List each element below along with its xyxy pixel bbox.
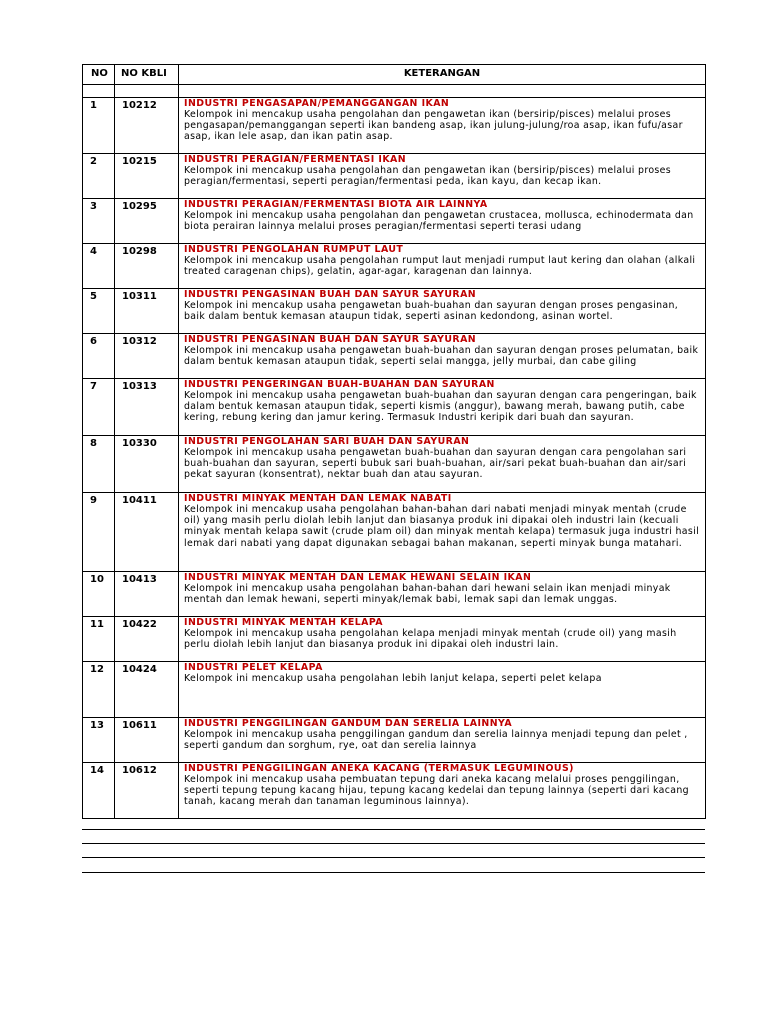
- table-row: [83, 763, 706, 819]
- row-keterangan: [179, 199, 706, 244]
- row-description: Kelompok ini mencakup usaha pengolahan kelapa menjadi minyak mentah (crude oil) yang masih perlu diolah lebih lanjut dan biasanya produk ini dipakai oleh industri lain.: [184, 628, 677, 651]
- row-description: Kelompok ini mencakup usaha pengolahan lebih lanjut kelapa, seperti pelet kelapa: [184, 673, 602, 684]
- row-title: INDUSTRI PENGOLAHAN SARI BUAH DAN SAYURAN: [184, 436, 470, 447]
- row-kbli-code: 10312: [115, 334, 179, 379]
- row-title: INDUSTRI PENGGILINGAN ANEKA KACANG (TERMASUK LEGUMINOUS): [184, 763, 574, 774]
- row-description: Kelompok ini mencakup usaha pengawetan buah-buahan dan sayuran dengan cara pengolahan sari buah-buahan dan sayuran, seperti bubuk sari buah-buahan, air/sari pekat buah-buahan dan air/sari pekat sayuran (konsentrat), nektar buah dan atau sayuran.: [184, 447, 687, 481]
- row-keterangan: [179, 436, 706, 493]
- blank-line: [82, 843, 705, 844]
- row-number: 11: [83, 617, 115, 662]
- row-description: Kelompok ini mencakup usaha pengawetan buah-buahan dan sayuran dengan proses pelumatan, baik dalam bentuk kemasan ataupun tidak, seperti selai mangga, jelly murbai, dan cabe giling: [184, 345, 699, 368]
- blank-line: [82, 857, 705, 858]
- blank-line: [82, 872, 705, 873]
- row-number: 8: [83, 436, 115, 493]
- row-number: 12: [83, 662, 115, 718]
- table-row: [83, 662, 706, 718]
- row-title: INDUSTRI MINYAK MENTAH DAN LEMAK NABATI: [184, 493, 452, 504]
- header-no: NO: [83, 65, 115, 85]
- table-row: [83, 289, 706, 334]
- row-keterangan: [179, 617, 706, 662]
- table-row: [83, 199, 706, 244]
- row-number: 2: [83, 154, 115, 199]
- table-row: [83, 379, 706, 436]
- row-description: Kelompok ini mencakup usaha pengawetan buah-buahan dan sayuran dengan proses pengasinan, baik dalam bentuk kemasan ataupun tidak, seperti asinan kedondong, asinan wortel.: [184, 300, 679, 323]
- row-keterangan: [179, 572, 706, 617]
- row-kbli-code: 10612: [115, 763, 179, 819]
- row-title: INDUSTRI PENGERINGAN BUAH-BUAHAN DAN SAYURAN: [184, 379, 495, 390]
- row-keterangan: [179, 289, 706, 334]
- row-kbli-code: 10212: [115, 98, 179, 154]
- row-number: 9: [83, 493, 115, 572]
- table-header-row: [83, 65, 706, 85]
- row-number: 13: [83, 718, 115, 763]
- row-description: Kelompok ini mencakup usaha penggilingan gandum dan serelia lainnya menjadi tepung dan pelet , seperti gandum dan sorghum, rye, oat dan serelia lainnya: [184, 729, 688, 752]
- row-title: INDUSTRI PELET KELAPA: [184, 662, 323, 673]
- row-keterangan: [179, 763, 706, 819]
- row-description: Kelompok ini mencakup usaha pengolahan bahan-bahan dari nabati menjadi minyak mentah (crude oil) yang masih perlu diolah lebih lanjut dan biasanya produk ini dipakai oleh industri lain (kecuali minyak mentah kelapa sawit (crude plam oil) dan minyak mentah kelapa) termasuk juga industri hasil lemak dari nabati yang dapat digunakan sebagai bahan makanan, seperti minyak bunga matahari.: [184, 504, 700, 549]
- row-number: 1: [83, 98, 115, 154]
- table-spacer-row: [83, 85, 706, 98]
- row-keterangan: [179, 493, 706, 572]
- row-kbli-code: 10330: [115, 436, 179, 493]
- row-keterangan: [179, 334, 706, 379]
- row-title: INDUSTRI PENGASINAN BUAH DAN SAYUR SAYURAN: [184, 289, 477, 300]
- row-title: INDUSTRI PENGASINAN BUAH DAN SAYUR SAYURAN: [184, 334, 477, 345]
- table-row: [83, 436, 706, 493]
- row-keterangan: [179, 244, 706, 289]
- table-row: [83, 718, 706, 763]
- header-no-kbli: NO KBLI: [115, 65, 179, 85]
- row-title: INDUSTRI MINYAK MENTAH DAN LEMAK HEWANI SELAIN IKAN: [184, 572, 532, 583]
- row-kbli-code: 10411: [115, 493, 179, 572]
- row-number: 6: [83, 334, 115, 379]
- table-row: [83, 617, 706, 662]
- row-kbli-code: 10611: [115, 718, 179, 763]
- row-keterangan: [179, 98, 706, 154]
- row-kbli-code: 10215: [115, 154, 179, 199]
- header-keterangan: KETERANGAN: [179, 65, 706, 85]
- row-title: INDUSTRI PENGASAPAN/PEMANGGANGAN IKAN: [184, 98, 450, 109]
- row-number: 10: [83, 572, 115, 617]
- row-title: INDUSTRI MINYAK MENTAH KELAPA: [184, 617, 384, 628]
- table-row: [83, 154, 706, 199]
- table-row: [83, 334, 706, 379]
- row-number: 4: [83, 244, 115, 289]
- table-row: [83, 98, 706, 154]
- row-number: 7: [83, 379, 115, 436]
- row-keterangan: [179, 718, 706, 763]
- row-kbli-code: 10313: [115, 379, 179, 436]
- kbli-table: [82, 64, 706, 819]
- row-title: INDUSTRI PENGOLAHAN RUMPUT LAUT: [184, 244, 404, 255]
- row-description: Kelompok ini mencakup usaha pembuatan tepung dari aneka kacang melalui proses penggilingan, seperti tepung tepung kacang hijau, tepung kacang kedelai dan tepung lainnya (seperti dari kacang tanah, kacang merah dan tanaman leguminous lainnya).: [184, 774, 689, 808]
- row-keterangan: [179, 662, 706, 718]
- table-row: [83, 572, 706, 617]
- row-description: Kelompok ini mencakup usaha pengolahan bahan-bahan dari hewani selain ikan menjadi minyak mentah dan lemak hewani, seperti minyak/lemak babi, lemak sapi dan lemak unggas.: [184, 583, 671, 606]
- blank-line: [82, 829, 705, 830]
- row-title: INDUSTRI PENGGILINGAN GANDUM DAN SERELIA LAINNYA: [184, 718, 513, 729]
- table-row: [83, 244, 706, 289]
- row-kbli-code: 10295: [115, 199, 179, 244]
- row-title: INDUSTRI PERAGIAN/FERMENTASI IKAN: [184, 154, 407, 165]
- row-number: 5: [83, 289, 115, 334]
- row-description: Kelompok ini mencakup usaha pengolahan dan pengawetan ikan (bersirip/pisces) melalui proses peragian/fermentasi, seperti peragian/fermentasi peda, ikan kayu, dan kecap ikan.: [184, 165, 672, 188]
- row-number: 3: [83, 199, 115, 244]
- row-title: INDUSTRI PERAGIAN/FERMENTASI BIOTA AIR LAINNYA: [184, 199, 488, 210]
- row-description: Kelompok ini mencakup usaha pengolahan dan pengawetan ikan (bersirip/pisces) melalui proses pengasapan/pemanggangan seperti ikan bandeng asap, ikan julung-julung/roa asap, ikan fufu/asar asap, ikan lele asap, dan ikan patin asap.: [184, 109, 683, 143]
- row-description: Kelompok ini mencakup usaha pengawetan buah-buahan dan sayuran dengan cara pengeringan, baik dalam bentuk kemasan ataupun tidak, seperti kismis (anggur), bawang merah, bawang putih, cabe kering, rebung kering dan jamur kering. Termasuk Industri keripik dari buah dan sayuran.: [184, 390, 697, 424]
- row-kbli-code: 10298: [115, 244, 179, 289]
- row-kbli-code: 10424: [115, 662, 179, 718]
- row-kbli-code: 10422: [115, 617, 179, 662]
- row-keterangan: [179, 379, 706, 436]
- row-description: Kelompok ini mencakup usaha pengolahan dan pengawetan crustacea, mollusca, echinodermata dan biota perairan lainnya melalui proses peragian/fermentasi seperti terasi udang: [184, 210, 694, 233]
- row-kbli-code: 10311: [115, 289, 179, 334]
- row-kbli-code: 10413: [115, 572, 179, 617]
- row-description: Kelompok ini mencakup usaha pengolahan rumput laut menjadi rumput laut kering dan olahan (alkali treated caragenan chips), gelatin, agar-agar, karagenan dan lainnya.: [184, 255, 696, 278]
- row-keterangan: [179, 154, 706, 199]
- table-body: [83, 85, 706, 819]
- row-number: 14: [83, 763, 115, 819]
- table-row: [83, 493, 706, 572]
